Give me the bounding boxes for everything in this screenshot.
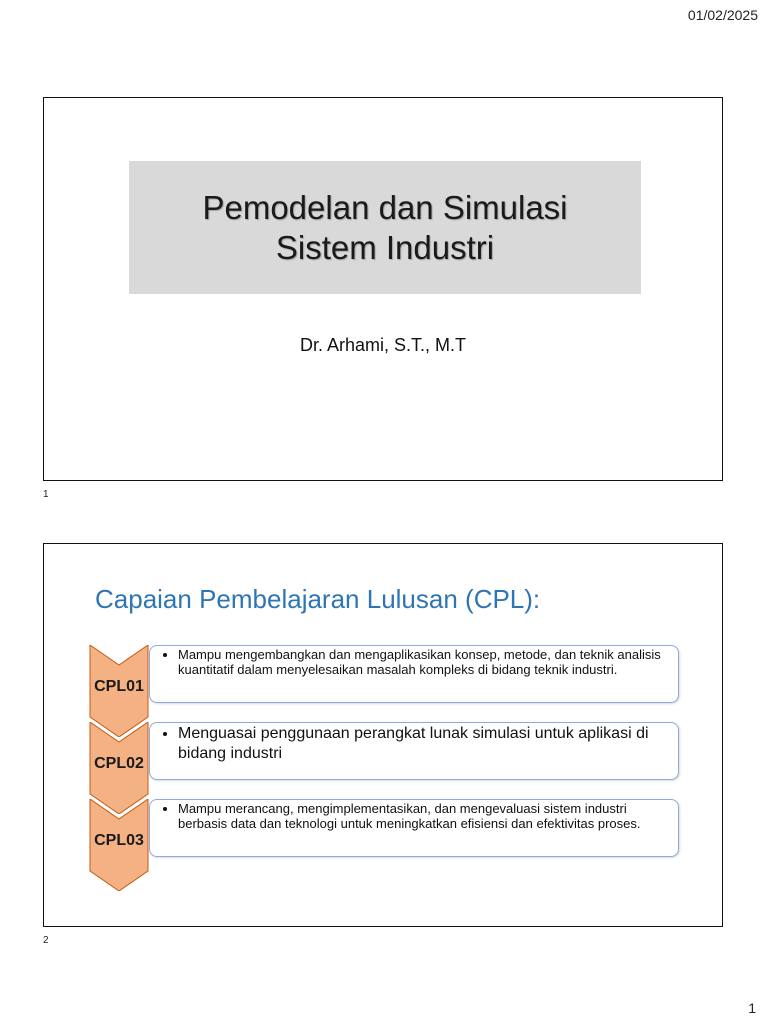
cpl-item-3 xyxy=(89,799,681,891)
slide-2 xyxy=(43,543,723,927)
chevron-3 xyxy=(89,799,149,891)
cpl-heading: Capaian Pembelajaran Lulusan (CPL): xyxy=(95,584,541,614)
page-number: 1 xyxy=(748,1000,756,1016)
cpl-description-2: • Menguasai penggunaan perangkat lunak simulasi untuk aplikasi di bidang industri xyxy=(178,724,668,764)
page-date: 01/02/2025 xyxy=(687,7,758,23)
cpl-description-3: • Mampu merancang, mengimplementasikan, dan mengevaluasi sistem industri berbasis data dan teknologi untuk meningkatkan efisiensi dan efektivitas proses. xyxy=(178,801,668,831)
cpl-card-2 xyxy=(149,722,679,780)
slide-title xyxy=(202,188,567,268)
cpl-code-3: CPL03 xyxy=(94,832,144,849)
cpl-card-1 xyxy=(149,645,679,703)
cpl-description-1: • Mampu mengembangkan dan mengaplikasikan konsep, metode, dan teknik analisis kuantitatif dalam menyelesaikan masalah kompleks di bidang teknik industri. xyxy=(178,647,668,677)
slide-1-number: 1 xyxy=(43,489,49,500)
title-line-1: Pemodelan dan Simulasi xyxy=(202,188,568,226)
slide-2-number: 2 xyxy=(43,935,49,946)
author-subtitle: Dr. Arhami, S.T., M.T xyxy=(299,335,467,355)
slide-1 xyxy=(43,97,723,481)
title-box xyxy=(129,161,641,294)
cpl-card-3 xyxy=(149,799,679,857)
cpl-code-1: CPL01 xyxy=(94,678,144,695)
title-line-2: Sistem Industri xyxy=(275,228,495,266)
cpl-code-2: CPL02 xyxy=(94,755,144,772)
